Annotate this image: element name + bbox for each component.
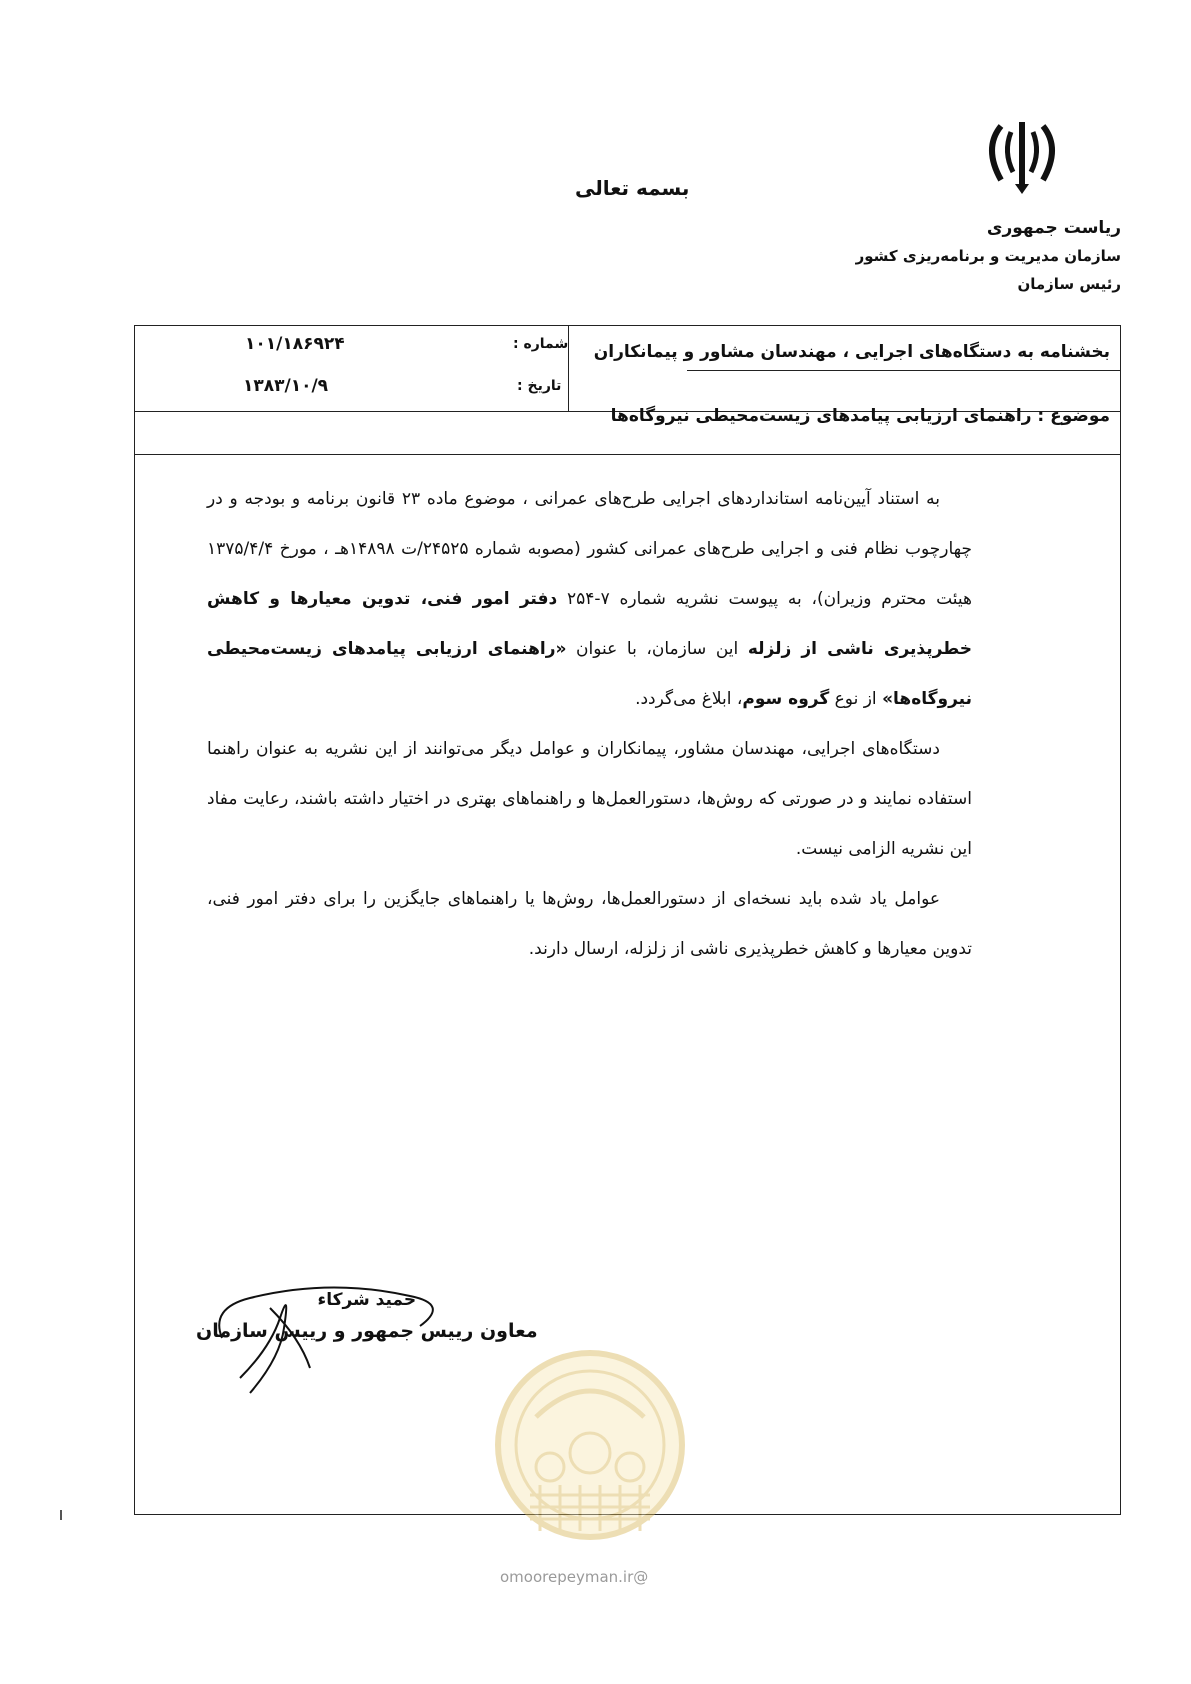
website-watermark: @omoorepeyman.ir bbox=[500, 1568, 649, 1586]
letter-body bbox=[207, 474, 972, 974]
org-line-organization: سازمان مدیریت و برنامه‌ریزی کشور bbox=[855, 247, 1121, 265]
basmala-heading: بسمه تعالی bbox=[575, 176, 690, 200]
organization-header bbox=[856, 214, 1121, 298]
body-paragraph-2: دستگاه‌های اجرایی، مهندسان مشاور، پیمانکاران و عوامل دیگر می‌توانند از این نشریه به عنوان راهنما استفاده نمایند و در صورتی که روش‌ها، دستورالعمل‌ها و راهنماهای بهتری در اختیار داشته باشند، رعایت مفاد این نشریه الزامی نیست. bbox=[207, 739, 972, 859]
divider-number-date bbox=[687, 370, 1120, 371]
scan-mark bbox=[60, 1510, 62, 1520]
signer-name: حمید شرکاء bbox=[317, 1290, 417, 1310]
subject-line: موضوع : راهنمای ارزیابی پیامدهای زیست‌محیطی نیروگاه‌ها bbox=[610, 406, 1110, 426]
body-paragraph-3: عوامل یاد شده باید نسخه‌ای از دستورالعمل‌ها، روش‌ها یا راهنماهای جایگزین را برای دفتر امور فنی، تدوین معیارها و کاهش خطرپذیری ناشی از زلزله، ارسال دارند. bbox=[207, 889, 972, 959]
number-value: ۱۰۱/۱۸۶۹۲۴ bbox=[245, 334, 345, 354]
signer-title: معاون رییس جمهور و رییس سازمان bbox=[196, 1320, 538, 1342]
body-paragraph-1: به استناد آیین‌نامه استانداردهای اجرایی طرح‌های عمرانی ، موضوع ماده ۲۳ قانون برنامه و بودجه و در چهارچوب نظام فنی و اجرایی طرح‌های عمرانی کشور (مصوبه شماره ۲۴۵۲۵/ت ۱۴۸۹۸هـ ، مورخ ۱۳۷۵/۴/۴ هیئت محترم وزیران)، به پیوست نشریه شماره ۷-۲۵۴ دفتر امور فنی، تدوین معیارها و کاهش خطرپذیری ناشی از زلزله این سازمان، با عنوان «راهنمای ارزیابی پیامدهای زیست‌محیطی نیروگاه‌ها» از نوع گروه سوم، ابلاغ می‌گردد. bbox=[207, 489, 973, 709]
org-line-presidency: ریاست جمهوری bbox=[986, 218, 1121, 238]
divider-subject-body bbox=[135, 454, 1120, 455]
date-label: تاریخ : bbox=[517, 378, 562, 394]
number-label: شماره : bbox=[513, 336, 569, 352]
date-value: ۱۳۸۳/۱۰/۹ bbox=[243, 376, 329, 396]
signer-block bbox=[196, 1290, 538, 1342]
iran-emblem-icon bbox=[981, 118, 1063, 196]
recipients-line: بخشنامه به دستگاه‌های اجرایی ، مهندسان مشاور و پیمانکاران bbox=[593, 342, 1110, 362]
org-line-head: رئیس سازمان bbox=[1017, 275, 1121, 293]
organization-stamp-icon bbox=[490, 1335, 690, 1555]
